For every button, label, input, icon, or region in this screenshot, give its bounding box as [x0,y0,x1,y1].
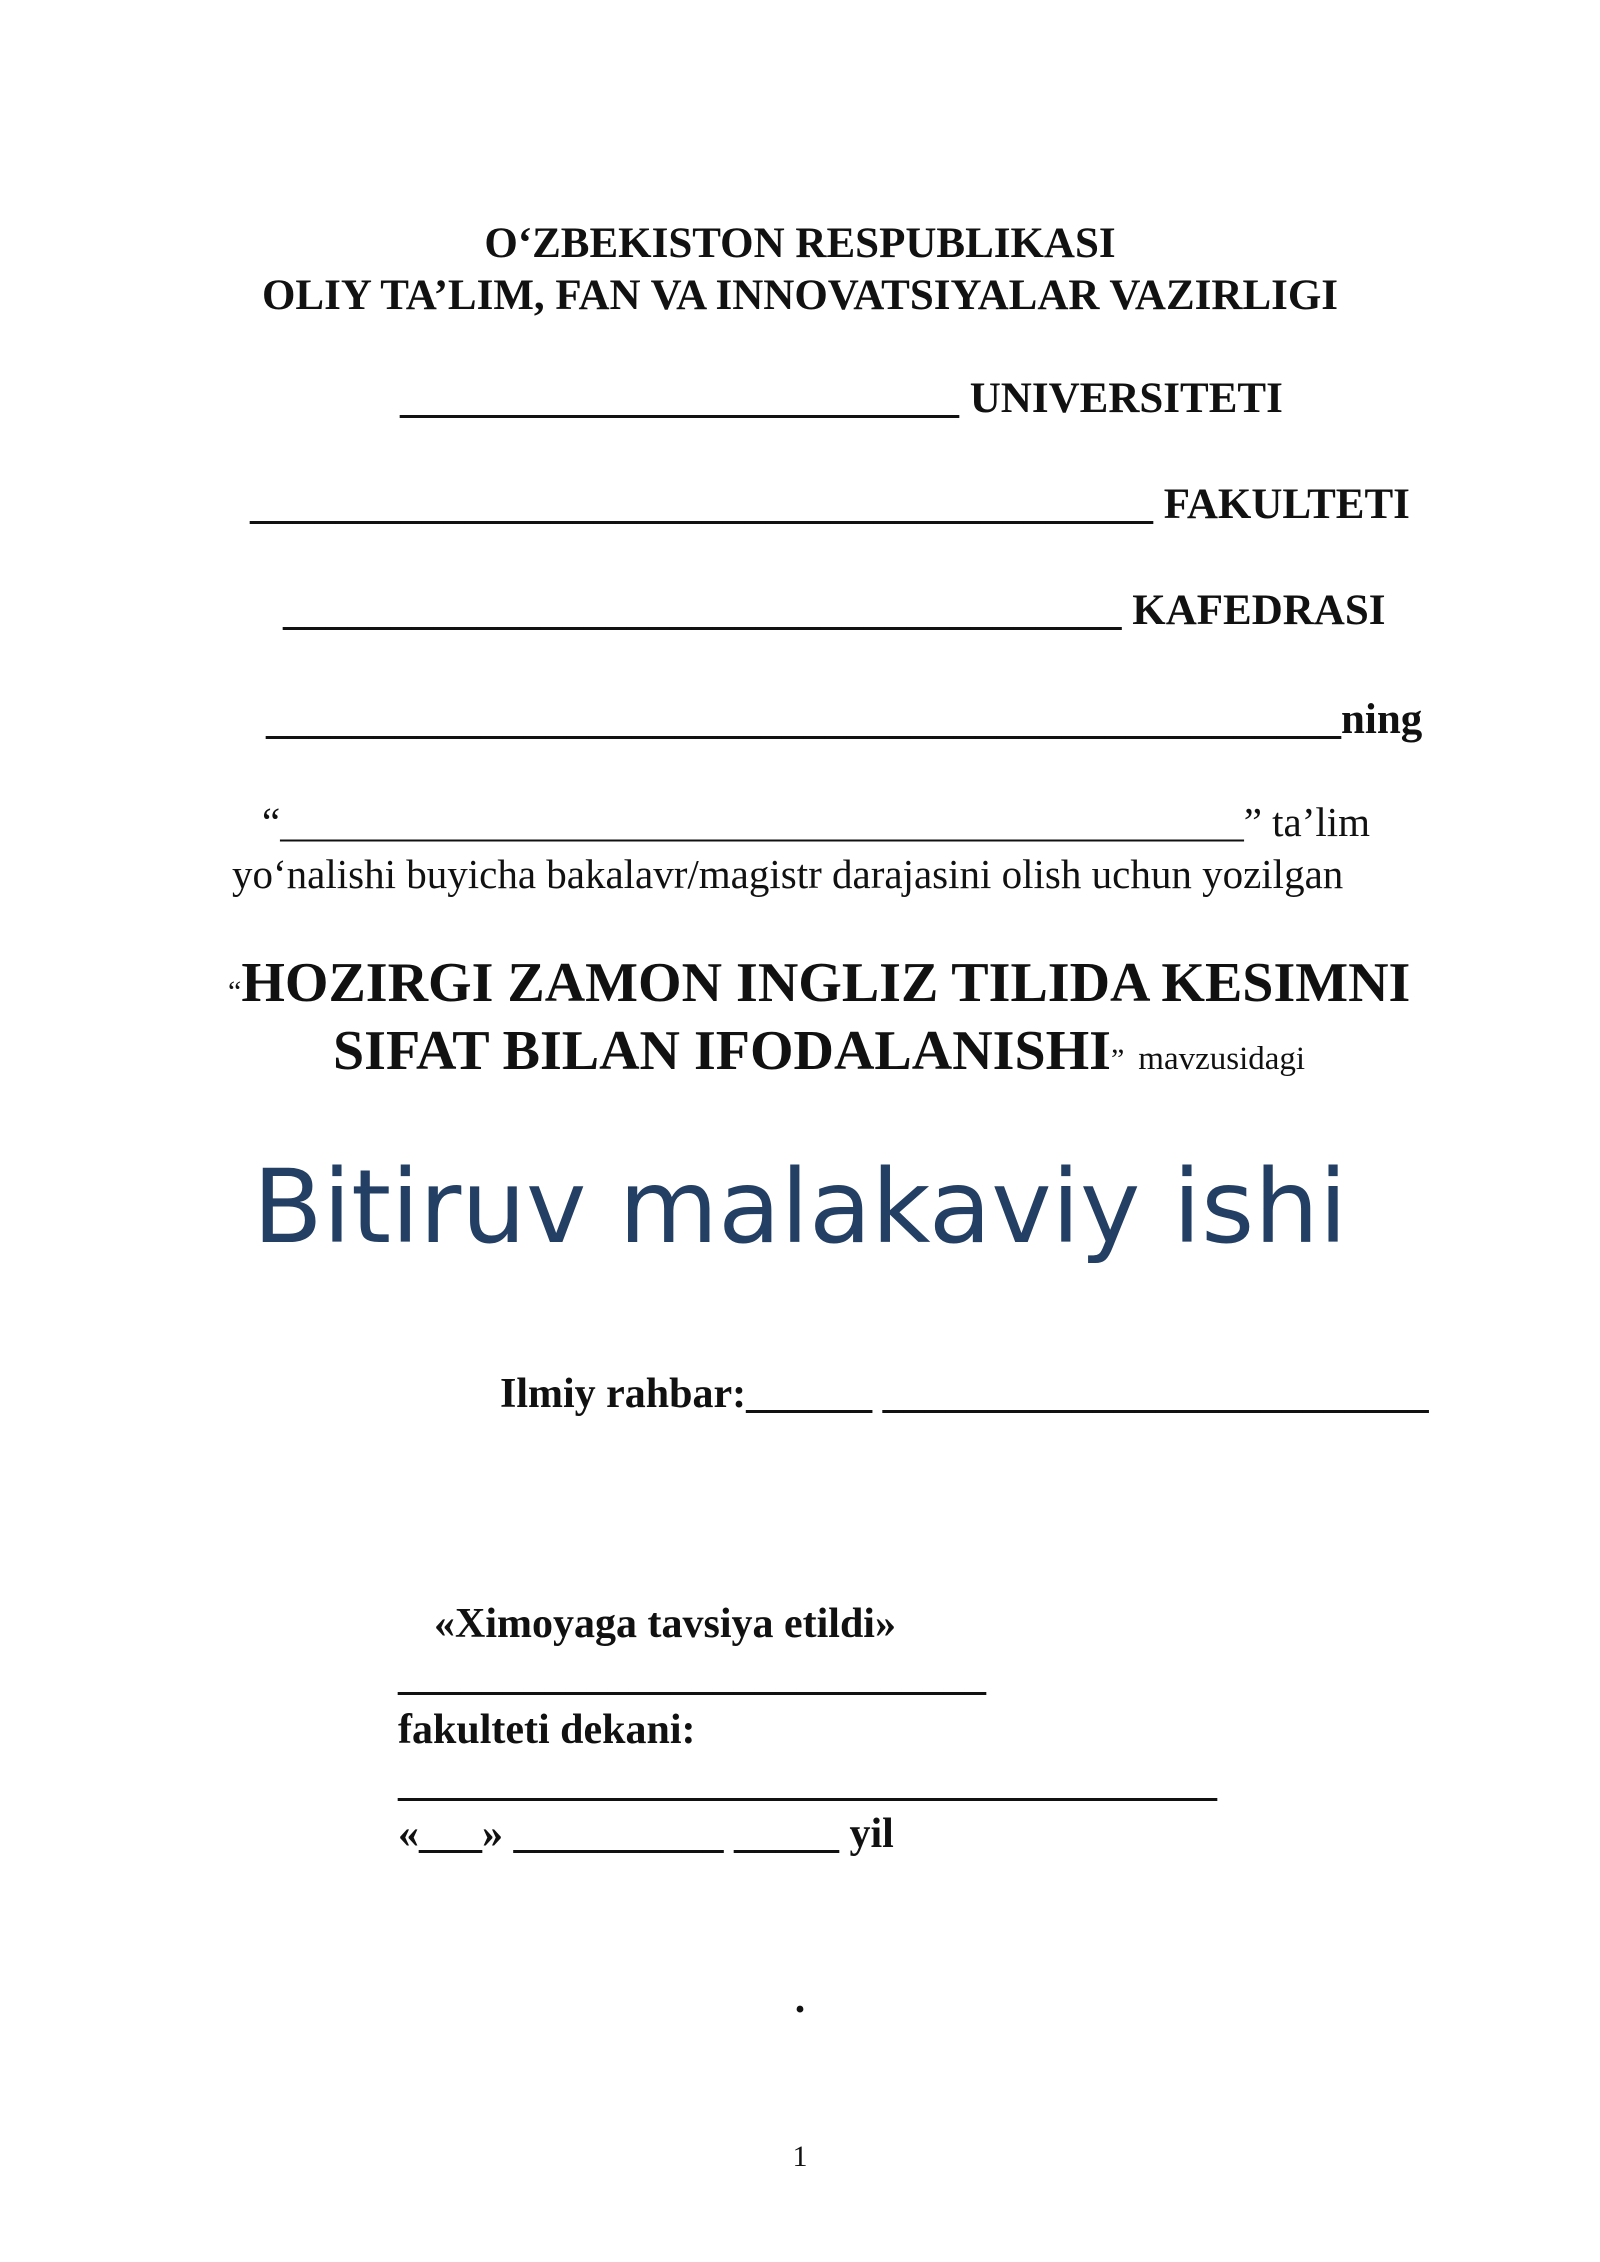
header-line-1: O‘ZBEKISTON RESPUBLIKASI [484,220,1116,267]
supervisor-line: Ilmiy rahbar:______ __________________________ [500,1371,1429,1417]
topic-title-line-1: HOZIRGI ZAMON INGLIZ TILIDA KESIMNI [241,952,1411,1014]
direction-line-2: yo‘nalishi buyicha bakalavr/magistr darajasini olish uchun yozilgan [232,851,1344,897]
recommended-blank: ____________________________ [398,1653,986,1699]
recommended-label: «Ximoyaga tavsiya etildi» [434,1601,896,1647]
topic-line-2 [333,1018,1305,1093]
department-field: _______________________________________ KAFEDRASI [283,587,1386,634]
university-field: __________________________ UNIVERSITETI [400,375,1283,422]
work-title: Bitiruv malakaviy ishi [252,1148,1348,1267]
dean-label: fakulteti dekani: [398,1707,696,1753]
topic-line-1 [228,950,1410,1025]
topic-suffix: mavzusidagi [1138,1041,1306,1077]
student-field: __________________________________________________ning [266,696,1423,743]
topic-open-quote: “ [228,975,242,1008]
center-dot: . [794,1976,806,2022]
page-number: 1 [792,2140,808,2173]
approval-date: «___» __________ _____ yil [398,1811,894,1857]
topic-close-quote: ” [1110,1043,1125,1076]
topic-title-line-2: SIFAT BILAN IFODALANISHI [333,1020,1111,1082]
header-line-2: OLIY TA’LIM, FAN VA INNOVATSIYALAR VAZIRLIGI [261,272,1339,319]
faculty-field: __________________________________________ FAKULTETI [250,481,1410,528]
direction-line-1: “_______________________________________________” ta’lim [262,799,1371,845]
dean-blank: _______________________________________ [398,1759,1217,1805]
